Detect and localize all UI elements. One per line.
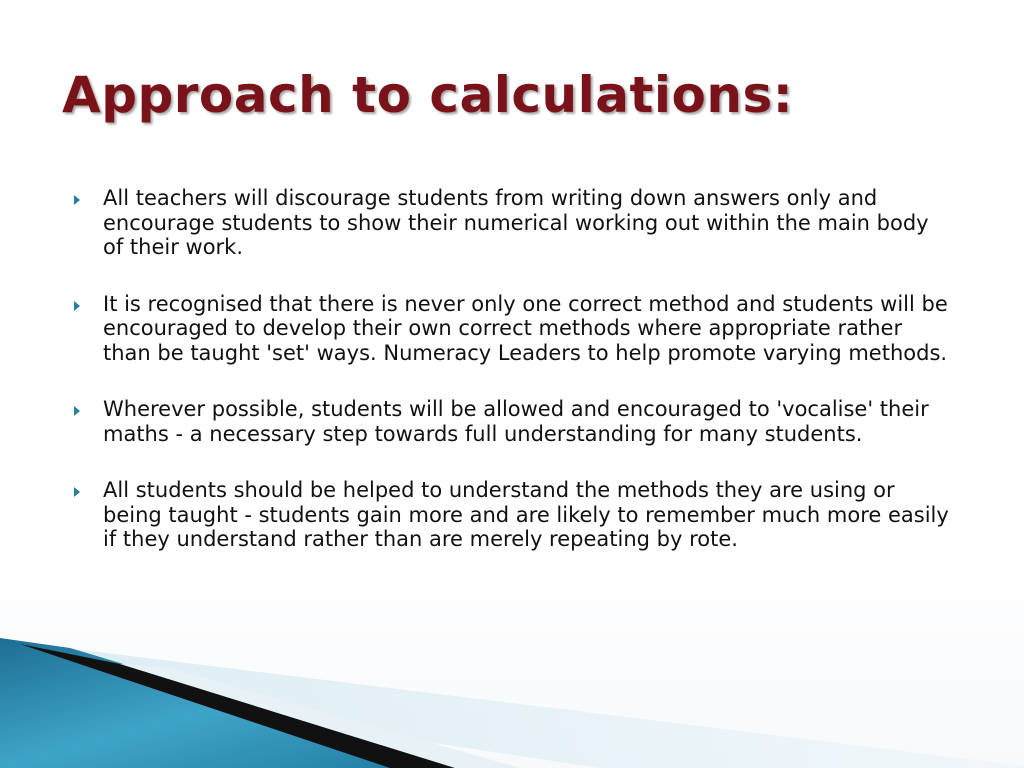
bullet-text: All students should be helped to understand the methods they are using or being taught - students gain more and are likely to remember much more easily if they understand rather than are merely repeating by rote.: [103, 478, 949, 551]
triangle-right-icon: [74, 487, 80, 497]
bullet-item: [74, 186, 954, 260]
slide-title: Approach to calculations:: [62, 66, 794, 124]
bullet-text: Wherever possible, students will be allowed and encouraged to 'vocalise' their maths - a necessary step towards full understanding for many students.: [103, 397, 929, 446]
bullet-list: [74, 186, 954, 584]
bullet-text: All teachers will discourage students from writing down answers only and encourage students to show their numerical working out within the main body of their work.: [103, 186, 929, 259]
bullet-item: [74, 397, 954, 446]
bullet-item: [74, 292, 954, 366]
decorative-swoosh: [0, 638, 1024, 768]
triangle-right-icon: [74, 406, 80, 416]
bullet-text: It is recognised that there is never only one correct method and students will be encouraged to develop their own correct methods where appropriate rather than be taught 'set' ways. Numeracy Leaders to help promote varying methods.: [103, 291, 948, 365]
bullet-item: [74, 478, 954, 552]
triangle-right-icon: [74, 301, 80, 311]
triangle-right-icon: [74, 195, 80, 205]
